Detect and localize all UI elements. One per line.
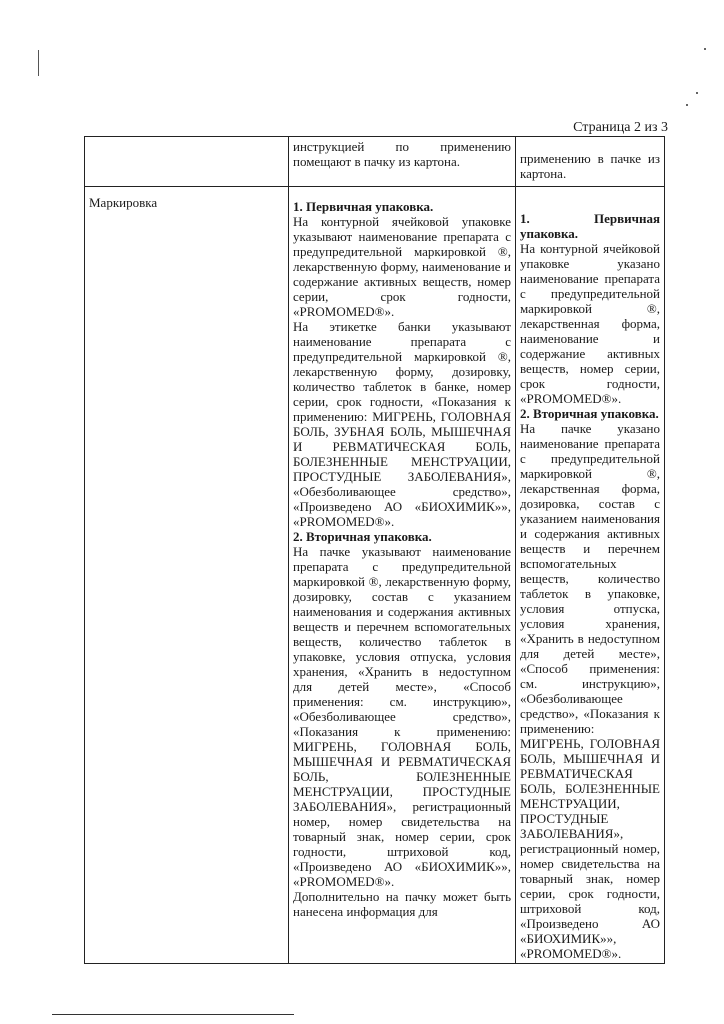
old-text-cell	[289, 187, 516, 964]
table-row	[85, 137, 665, 187]
secondary-packaging-text: На пачке указывают наименование препарата с предупредительной маркировкой ®, лекарственную форму, дозировку, состав с указанием наименования и содержания активных веществ и перечнем вспомогательных веществ, количество таблеток в упаковке, условия отпуска, условия хранения, «Хранить в недоступном для детей месте», «Способ применения: см. инструкцию», «Обезболивающее средство», «Показания к применению: МИГРЕНЬ, ГОЛОВНАЯ БОЛЬ, МЫШЕЧНАЯ И РЕВМАТИЧЕСКАЯ БОЛЬ, БОЛЕЗНЕННЫЕ МЕНСТРУАЦИИ, ПРОСТУДНЫЕ ЗАБОЛЕВАНИЯ», регистрационный номер, номер свидетельства на товарный знак, номер серии, срок годности, штриховой код, «Произведено АО «БИОХИМИК»», «PROMOMED®».	[293, 544, 511, 889]
row-label-cell: Маркировка	[85, 187, 289, 964]
old-text-cell: инструкцией по применению помещают в пачку из картона.	[289, 137, 516, 187]
table-row	[85, 187, 665, 964]
page-number: Страница 2 из 3	[573, 120, 668, 135]
comparison-table	[84, 136, 665, 964]
primary-packaging-heading: 1. Первичная упаковка.	[520, 211, 660, 241]
scan-dot	[686, 104, 688, 106]
secondary-packaging-heading: 2. Вторичная упаковка.	[520, 406, 659, 421]
footnote-rule	[52, 1014, 294, 1015]
primary-packaging-heading: 1. Первичная упаковка.	[293, 199, 434, 214]
row-label-cell	[85, 137, 289, 187]
label-text: На этикетке банки указывают наименование препарата с предупредительной маркировкой ®, лекарственную форму, дозировку, количество таблеток в банке, номер серии, срок годности, «Показания к применению: МИГРЕНЬ, ГОЛОВНАЯ БОЛЬ, ЗУБНАЯ БОЛЬ, МЫШЕЧНАЯ И РЕВМАТИЧЕСКАЯ БОЛЬ, БОЛЕЗНЕННЫЕ МЕНСТРУАЦИИ, ПРОСТУДНЫЕ ЗАБОЛЕВАНИЯ», «Обезболивающее средство», «Произведено АО «БИОХИМИК»», «PROMOMED®».	[293, 319, 511, 529]
new-text-cell: применению в пачке из картона.	[516, 137, 665, 187]
primary-packaging-text: На контурной ячейковой упаковке указывают наименование препарата с предупредительной маркировкой ®, лекарственную форму, наименование и содержание активных веществ, номер серии, срок годности, «PROMOMED®».	[293, 214, 511, 319]
new-text-cell	[516, 187, 665, 964]
scan-dot	[696, 92, 698, 94]
secondary-packaging-heading: 2. Вторичная упаковка.	[293, 529, 432, 544]
primary-packaging-text: На контурной ячейковой упаковке указано наименование препарата с предупредительной маркировкой ®, лекарственная форма, наименование и содержание активных веществ, номер серии, срок годности, «PROMOMED®».	[520, 241, 660, 406]
secondary-packaging-text: На пачке указано наименование препарата с предупредительной маркировкой ®, лекарственная форма, дозировка, состав с указанием наименования и содержания активных веществ и перечнем вспомогательных веществ, количество таблеток в упаковке, условия отпуска, условия хранения, «Хранить в недоступном для детей месте», «Способ применения: см. инструкцию», «Обезболивающее средство», «Показания к применению: МИГРЕНЬ, ГОЛОВНАЯ БОЛЬ, МЫШЕЧНАЯ И РЕВМАТИЧЕСКАЯ БОЛЬ, БОЛЕЗНЕННЫЕ МЕНСТРУАЦИИ, ПРОСТУДНЫЕ ЗАБОЛЕВАНИЯ», регистрационный номер, номер свидетельства на товарный знак, номер серии, срок годности, штриховой код, «Произведено АО «БИОХИМИК»», «PROMOMED®».	[520, 421, 660, 961]
extra-info-text: Дополнительно на пачку может быть нанесена информация для	[293, 889, 511, 919]
scan-margin-mark	[38, 50, 39, 76]
scan-dot	[704, 48, 706, 50]
